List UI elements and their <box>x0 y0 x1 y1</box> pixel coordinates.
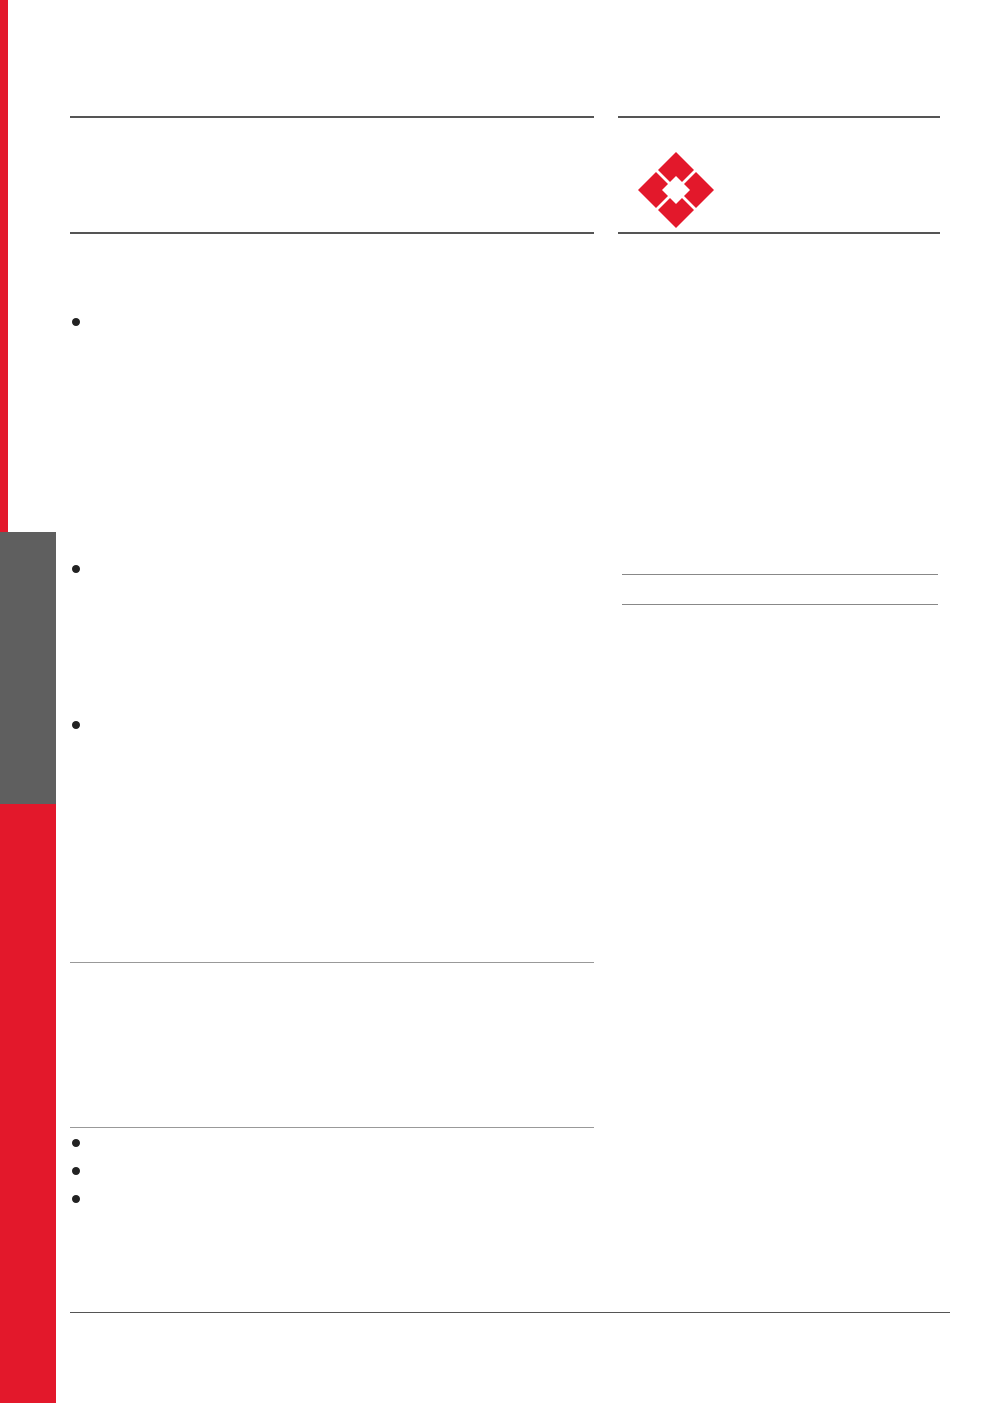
header-rule <box>70 116 594 118</box>
bullet-icon <box>72 1167 80 1175</box>
sidebar-bottom-block <box>0 804 56 1403</box>
bullet-icon <box>72 565 80 573</box>
sidebar-top <box>0 0 56 532</box>
sidebar <box>0 0 56 1403</box>
bullet-icon <box>72 1195 80 1203</box>
sidebar-mid-block <box>0 532 56 804</box>
risks-rule <box>70 1127 594 1128</box>
bullet-icon <box>72 318 80 326</box>
events-rule <box>70 962 594 963</box>
header-rule-right <box>618 116 940 118</box>
title-rule <box>70 232 594 234</box>
related-rule <box>622 604 938 605</box>
related-rule <box>622 574 938 575</box>
orient-logo-icon <box>636 150 716 230</box>
bullet-icon <box>72 721 80 729</box>
sidebar-red-stripe <box>0 0 8 532</box>
title-rule-right <box>618 232 940 234</box>
footer-rule <box>70 1312 950 1313</box>
bullet-icon <box>72 1139 80 1147</box>
